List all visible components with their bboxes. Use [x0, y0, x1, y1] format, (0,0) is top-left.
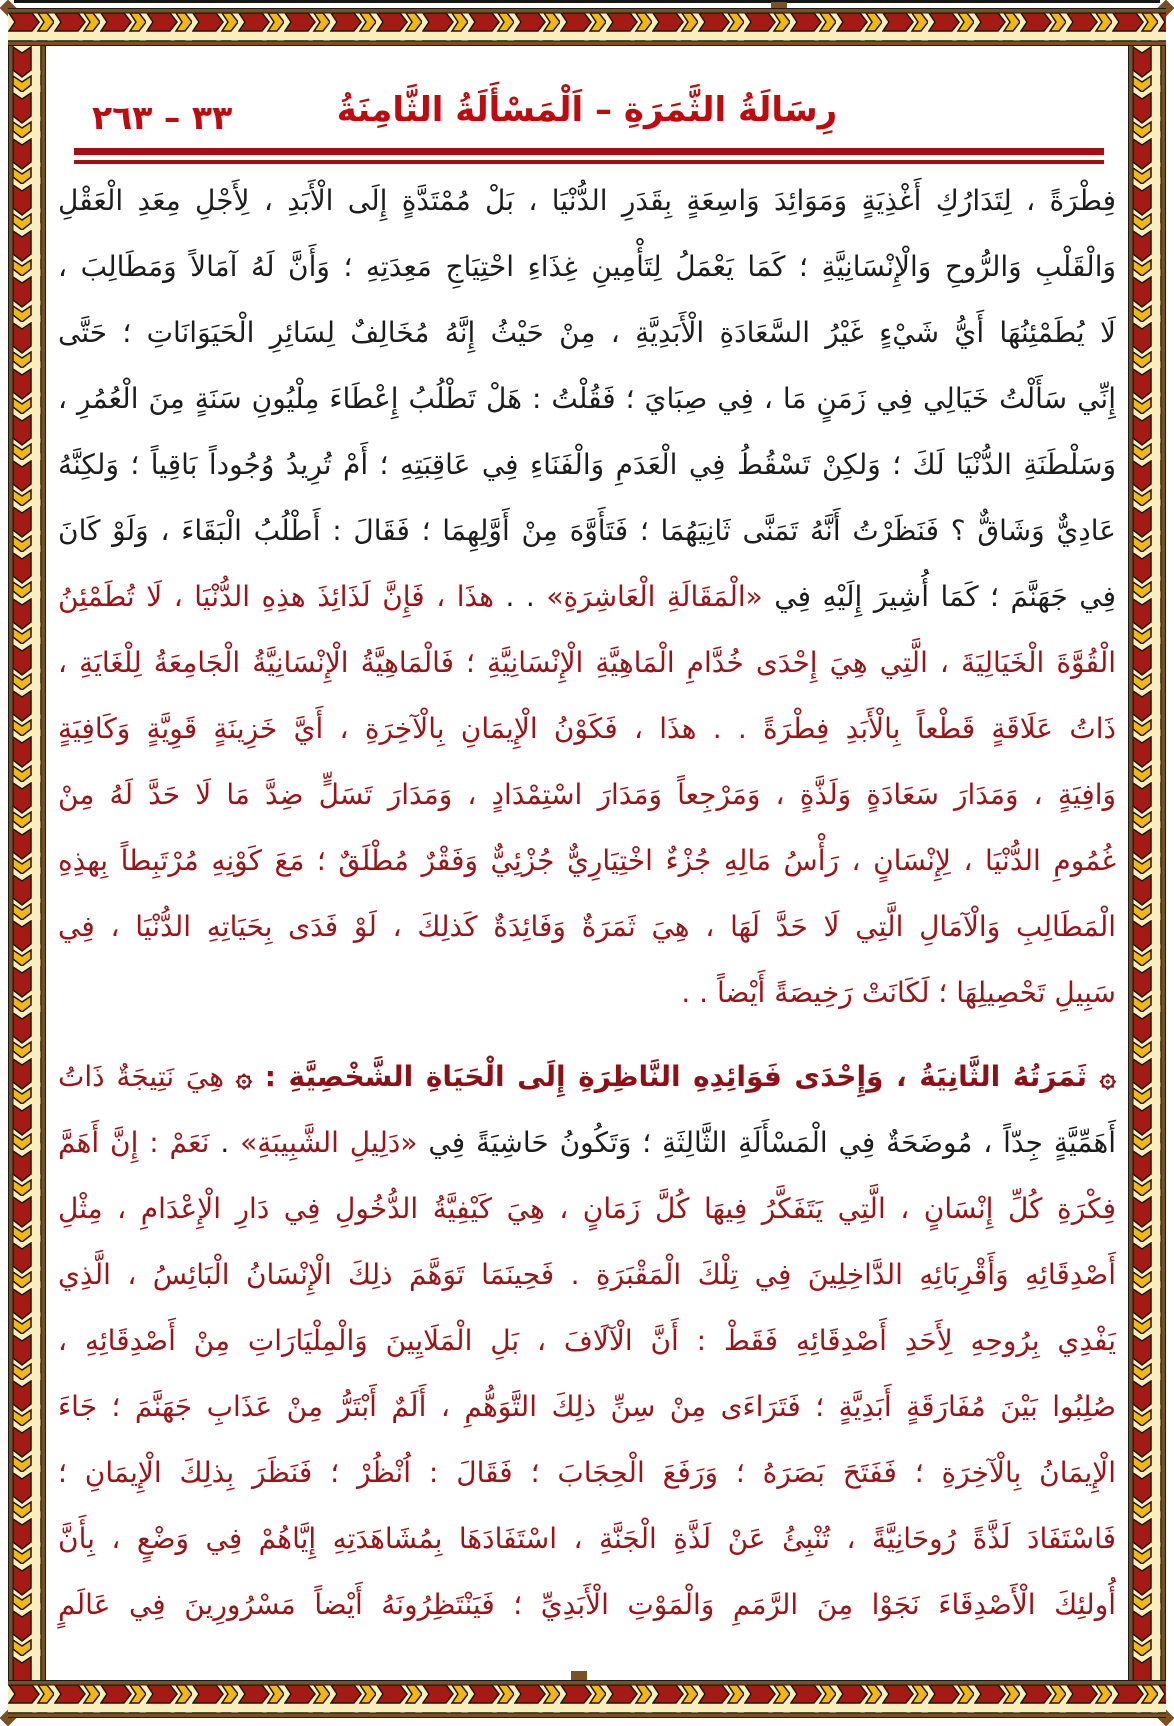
text-line — [58, 1176, 1116, 1242]
highlighted-text-segment: ثَمَرَتُهُ الثَّانِيَةُ ، وَإِحْدَى فَوَائِدِهِ النَّاظِرَةِ إِلَى الْحَيَاةِ الشَّخْصِيَّةِ : — [264, 1060, 1088, 1093]
highlighted-text-segment: نَعَمْ : إِنَّ أَهَمَّ — [58, 1126, 210, 1159]
text-line — [58, 432, 1116, 498]
highlighted-text-segment: «دَلِيلِ الشَّبِيبَةِ» — [240, 1126, 418, 1159]
page-number: ٣٣ – ٢٦٣ — [92, 98, 233, 137]
scan-edge-line — [14, 0, 1160, 3]
highlighted-text-segment: أَصْدِقَائِهِ وَأَقْرِبَائِهِ الدَّاخِلِينَ فِي تِلْكَ الْمَقْبَرَةِ . فَحِينَمَا تَوَهَّمَ ذلِكَ الْإِنْسَانُ الْبَائِسُ ، الَّذِي — [58, 1258, 1116, 1291]
text-line — [58, 234, 1116, 300]
highlighted-text-segment: الْقُوَّةَ الْخَيَالِيَةَ ، الَّتِي هِيَ إِحْدَى خُدَّامِ الْمَاهِيَّةِ الْإِنْسَانِيَّةِ ؛ فَالْمَاهِيَّةُ الْإِنْسَانِيَّةُ الْجَامِعَةُ لِلْغَايَةِ ، — [58, 646, 1116, 679]
text-line — [58, 828, 1116, 894]
highlighted-text-segment: الْإِيمَانُ بِالْآخِرَةِ ؛ فَفَتَحَ بَصَرَهُ ؛ وَرَفَعَ الْحِجَابَ ؛ فَقَالَ : اُنْظُرْ ؛ فَنَظَرَ بِذلِكَ الْإِيمَانِ ؛ — [58, 1456, 1116, 1489]
highlighted-text-segment: غُمُومِ الدُّنْيَا ، لِإِنْسَانٍ ، رَأْسُ مَالِهِ جُزْءٌ اخْتِيَارِيٌّ جُزْئِيٌّ وَفَقْرٌ مُطْلَقٌ ؛ مَعَ كَوْنِهِ مُرْتَبِطاً بِهذِهِ — [58, 844, 1116, 877]
highlighted-text-segment: هذَا ، فَإِنَّ لَذَائِذَ هذِهِ الدُّنْيَا ، لَا تُطَمْئِنُ — [58, 580, 494, 613]
text-line — [58, 1308, 1116, 1374]
highlighted-text-segment: أُولئِكَ الْأَصْدِقَاءَ نَجَوْا مِنَ الرَّمَمِ وَالْمَوْتِ الْأَبَدِيِّ ؛ فَيَنْتَظِرُونَهُ أَيْضاً مَسْرُورِينَ فِي عَالَمٍ — [58, 1588, 1116, 1621]
text-segment: . — [209, 1126, 241, 1159]
text-line — [58, 168, 1116, 234]
text-line — [58, 1572, 1116, 1638]
text-segment: . . — [494, 580, 547, 613]
text-segment: عَادِيٌّ وَشَاقٌّ ؟ فَنَظَرْتُ أَنَّهُ تَمَنَّى ثَانِيَهُمَا ؛ فَتَأَوَّهَ مِنْ أَوَّلِهِمَا ؛ فَقَالَ : أَطْلُبُ الْبَقَاءَ ، وَلَوْ كَانَ — [58, 514, 1116, 547]
text-line — [58, 630, 1116, 696]
text-line — [58, 894, 1116, 960]
text-line — [58, 300, 1116, 366]
text-segment: وَالْقَلْبِ وَالرُّوحِ وَالْإِنْسَانِيَّةِ ؛ كَمَا يَعْمَلُ لِتَأْمِينِ غِذَاءِ احْتِيَاجِ مَعِدَتِهِ ؛ وَأَنَّ لَهُ آمَالاً وَمَطَالِبَ ، — [58, 250, 1116, 283]
highlighted-text-segment: «الْمَقَالَةِ الْعَاشِرَةِ» — [546, 580, 763, 613]
text-segment: وَسَلْطَنَةِ الدُّنْيَا لَكَ ؛ وَلكِنْ تَسْقُطُ فِي الْعَدَمِ وَالْفَنَاءِ فِي عَاقِبَتِهِ ؛ أَمْ تُرِيدُ وُجُوداً بَاقِياً ؛ وَلكِنَّهُ — [58, 448, 1116, 481]
highlighted-text-segment: يَفْدِي بِرُوحِهِ لِأَحَدِ أَصْدِقَائِهِ فَقَطْ : أَنَّ الْآلَافَ ، بَلِ الْمَلَايِينَ وَالْمِلْيَارَاتِ مِنْ أَصْدِقَائِهِ ، — [58, 1324, 1116, 1357]
text-line — [58, 1440, 1116, 1506]
text-line — [58, 1044, 1116, 1110]
highlighted-text-segment: فِكْرَةِ كُلِّ إِنْسَانٍ ، الَّتِي يَتَفَكَّرُ فِيهَا كُلَّ زَمَانٍ ، هِيَ كَيْفِيَّةُ الدُّخُولِ فِي دَارِ الْإِعْدَامِ ، مِثْلِ — [58, 1192, 1116, 1225]
text-line — [58, 564, 1116, 630]
highlighted-text-segment: ذَاتُ عَلَاقَةٍ قَطْعاً بِالْأَبَدِ فِطْرَةً . . هذَا ، فَكَوْنُ الْإِيمَانِ بِالْآخِرَةِ ، أَيَّ خَزِينَةٍ قَوِيَّةٍ وَكَافِيَةٍ — [58, 712, 1116, 745]
highlighted-text-segment: الْمَطَالِبِ وَالْآمَالِ الَّتِي لَا حَدَّ لَهَا ، هِيَ ثَمَرَةٌ وَفَائِدَةٌ كَذلِكَ ، لَوْ فَدَى بِحَيَاتِهِ الدُّنْيَا ، فِي — [58, 910, 1116, 943]
text-line — [58, 1374, 1116, 1440]
highlighted-text-segment: سَبِيلِ تَحْصِيلِهَا ؛ لَكَانَتْ رَخِيصَةً أَيْضاً . . — [681, 976, 1116, 1009]
highlighted-text-segment: هِيَ نَتِيجَةٌ ذَاتُ — [58, 1060, 236, 1093]
text-line — [58, 1242, 1116, 1308]
text-line — [58, 762, 1116, 828]
highlighted-text-segment: فَاسْتَفَادَ لَذَّةً رُوحَانِيَّةً ، تُنْبِئُ عَنْ لَذَّةِ الْجَنَّةِ ، اسْتَفَادَهَا بِمُشَاهَدَتِهِ إِيَّاهُمْ فِي وَضْعٍ ، بِأَنَّ — [58, 1522, 1116, 1555]
text-segment: أَهَمِّيَّةٍ جِدّاً ، مُوضَحَةٌ فِي الْمَسْأَلَةِ الثَّالِثَةِ ؛ وَتَكُونُ حَاشِيَةً فِي — [417, 1126, 1117, 1159]
ornamental-frame-left — [8, 46, 46, 1680]
page-title: رِسَالَةُ الثَّمَرَةِ – اَلْمَسْأَلَةُ الثَّامِنَةُ — [336, 90, 838, 130]
header-divider — [74, 148, 1104, 164]
text-segment: فِي جَهَنَّمَ ؛ كَمَا أُشِيرَ إِلَيْهِ فِي — [762, 580, 1116, 613]
text-line — [58, 1506, 1116, 1572]
ornamental-frame-bottom — [8, 1680, 1166, 1718]
text-line — [58, 696, 1116, 762]
text-segment: إِنِّي سَأَلْتُ خَيَالِي فِي زَمَنٍ مَا ، فِي صِبَايَ ؛ فَقُلْتُ : هَلْ تَطْلُبُ إِعْطَاءَ مِلْيُونِ سَنَةٍ مِنَ الْعُمُرِ ، — [58, 382, 1116, 415]
text-line — [58, 960, 1116, 1026]
body-text — [58, 168, 1116, 1638]
text-line — [58, 1110, 1116, 1176]
highlighted-text-segment: ۞ — [235, 1060, 265, 1093]
highlighted-text-segment: ۞ — [1087, 1060, 1117, 1093]
ornamental-frame-right — [1128, 46, 1166, 1680]
text-line — [58, 498, 1116, 564]
text-line — [58, 366, 1116, 432]
frame-bottom-notch — [571, 1671, 587, 1680]
highlighted-text-segment: صُلِبُوا بَيْنَ مُفَارَقَةٍ أَبَدِيَّةٍ ؛ فَتَرَاءَى مِنْ سِنِّ ذلِكَ التَّوَهُّمِ ، أَلَمٌ أَبْتَرُّ مِنْ عَذَابِ جَهَنَّمَ ؛ جَاءَ — [58, 1390, 1116, 1423]
ornamental-frame-top — [8, 8, 1166, 46]
text-segment: فِطْرَةً ، لِتَدَارُكِ أَغْذِيَةٍ وَمَوَائِدَ وَاسِعَةٍ بِقَدَرِ الدُّنْيَا ، بَلْ مُمْتَدَّةٍ إِلَى الْأَبَدِ ، لِأَجْلِ مِعَدِ الْعَقْلِ — [58, 184, 1116, 217]
highlighted-text-segment: وَافِيَةٍ ، وَمَدَارَ سَعَادَةٍ وَلَذَّةٍ ، وَمَرْجِعاً وَمَدَارَ اسْتِمْدَادٍ ، وَمَدَارَ تَسَلٍّ ضِدَّ مَا لَا حَدَّ لَهُ مِنْ — [58, 778, 1116, 811]
text-segment: لَا يُطَمْئِنُهَا أَيُّ شَيْءٍ غَيْرُ السَّعَادَةِ الْأَبَدِيَّةِ ، مِنْ حَيْثُ إِنَّهُ مُخَالِفٌ لِسَائِرِ الْحَيَوَانَاتِ ؛ حَتَّى — [58, 316, 1116, 349]
